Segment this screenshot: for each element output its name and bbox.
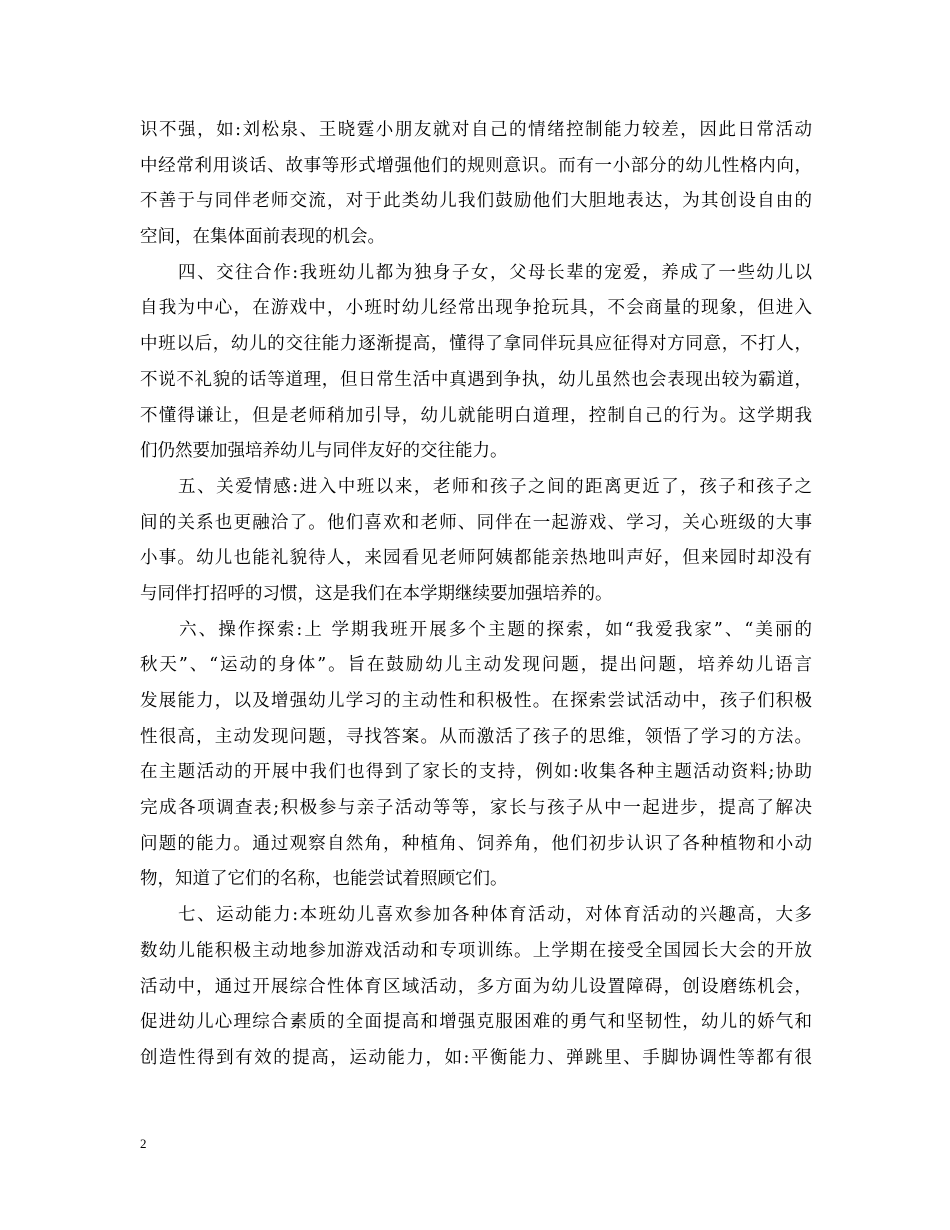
body-text [140,113,812,1077]
text-line: 问题的能力。通过观察自然角，种植角、饲养角，他们初步认识了各种植物和小动 [140,833,812,854]
text-line: 间的关系也更融洽了。他们喜欢和老师、同伴在一起游戏、学习，关心班级的大事 [140,512,812,533]
text-line: 自我为中心，在游戏中，小班时幼儿经常出现争抢玩具，不会商量的现象，但进入 [140,298,812,319]
text-line: 与同伴打招呼的习惯，这是我们在本学期继续要加强培养的。 [140,583,613,604]
text-line: 们仍然要加强培养幼儿与同伴友好的交往能力。 [140,441,508,462]
text-line: 中经常利用谈话、故事等形式增强他们的规则意识。而有一小部分的幼儿性格内向， [140,155,812,176]
text-line: 发展能力，以及增强幼儿学习的主动性和积极性。在探索尝试活动中，孩子们积极 [140,691,812,711]
text-line: 数幼儿能积极主动地参加游戏活动和专项训练。上学期在接受全国园长大会的开放 [140,940,812,961]
text-line: 小事。幼儿也能礼貌待人，来园看见老师阿姨都能亲热地叫声好，但来园时却没有 [140,548,812,569]
text-line: 五、关爱情感:进入中班以来，老师和孩子之间的距离更近了，孩子和孩子之 [140,476,812,497]
text-line: 识不强，如:刘松泉、王晓霆小朋友就对自己的情绪控制能力较差，因此日常活动 [140,120,812,140]
text-line: 空间，在集体面前表现的机会。 [140,227,385,248]
text-line: 中班以后，幼儿的交往能力逐渐提高，懂得了拿同伴玩具应征得对方同意，不打人， [140,334,812,355]
text-line: 六、操作探索:上 学期我班开展多个主题的探索，如“我爱我家”、“美丽的 [140,619,812,640]
text-line: 不说不礼貌的话等道理，但日常生活中真遇到争执，幼儿虽然也会表现出较为霸道， [140,369,812,390]
text-line: 不懂得谦让，但是老师稍加引导，幼儿就能明白道理，控制自己的行为。这学期我 [140,405,812,426]
text-line: 创造性得到有效的提高，运动能力，如:平衡能力、弹跳里、手脚协调性等都有很 [140,1047,812,1068]
text-line: 七、运动能力:本班幼儿喜欢参加各种体育活动，对体育活动的兴趣高，大多 [140,905,812,926]
text-line: 活动中，通过开展综合性体育区域活动，多方面为幼儿设置障碍，创设磨练机会， [140,976,812,997]
text-line: 性很高，主动发现问题，寻找答案。从而激活了孩子的思维，领悟了学习的方法。 [140,726,812,747]
text-line: 促进幼儿心理综合素质的全面提高和增强克服困难的勇气和坚韧性，幼儿的娇气和 [140,1012,812,1033]
text-line: 四、交往合作:我班幼儿都为独身子女，父母长辈的宠爱，养成了一些幼儿以 [140,262,812,283]
text-line: 物，知道了它们的名称，也能尝试着照顾它们。 [140,869,508,890]
page-number: 2 [140,1136,147,1151]
text-line: 在主题活动的开展中我们也得到了家长的支持，例如:收集各种主题活动资料;协助 [140,762,812,783]
text-line: 完成各项调查表;积极参与亲子活动等等，家长与孩子从中一起进步，提高了解决 [140,798,812,819]
text-line: 不善于与同伴老师交流，对于此类幼儿我们鼓励他们大胆地表达，为其创设自由的 [140,191,812,212]
text-line: 秋天”、“运动的身体”。旨在鼓励幼儿主动发现问题，提出问题，培养幼儿语言 [140,655,812,676]
